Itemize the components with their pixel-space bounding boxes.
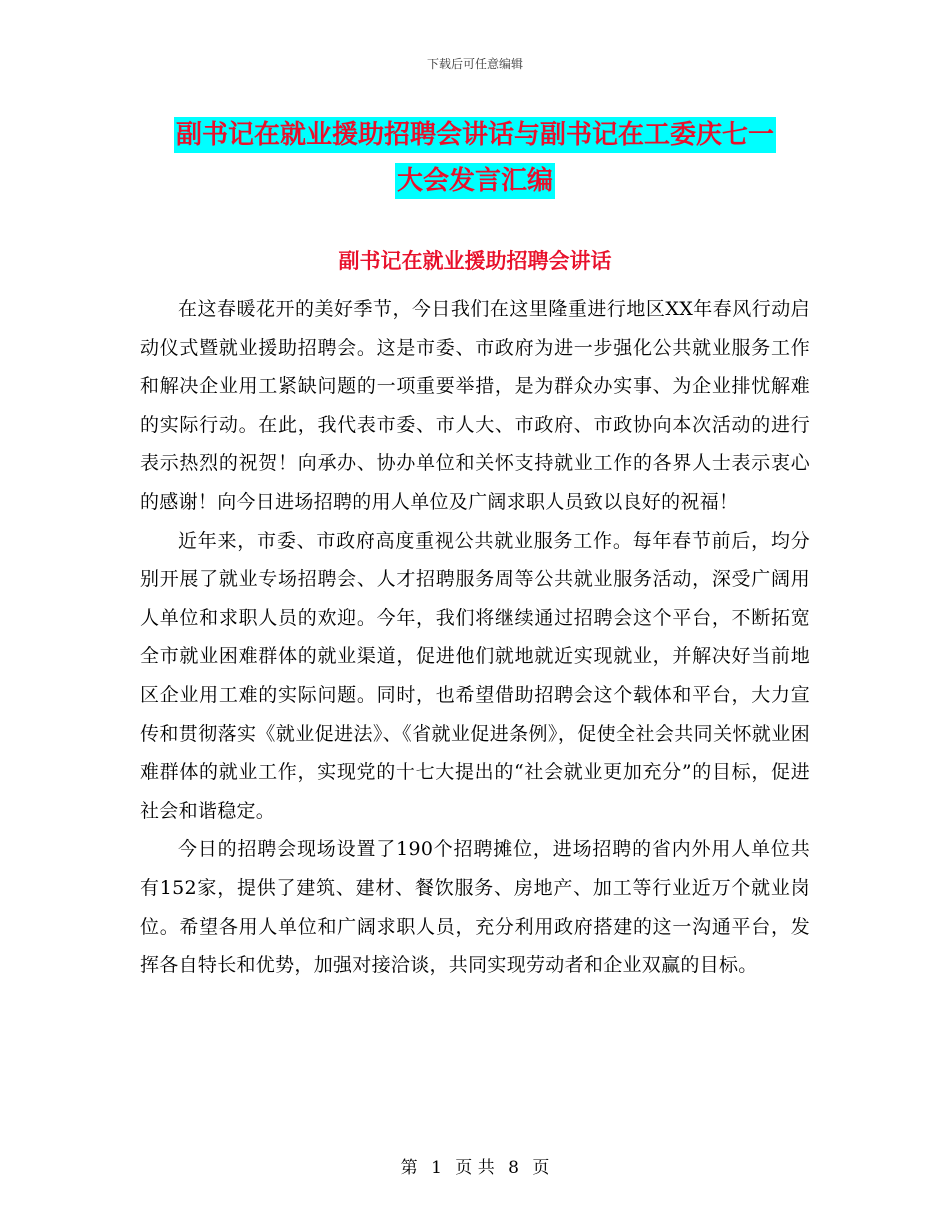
footer-suffix: 页 <box>532 1158 550 1178</box>
footer-prefix: 第 <box>400 1158 418 1178</box>
document-title <box>140 112 810 204</box>
body-text <box>140 290 810 985</box>
page-footer <box>0 1153 950 1178</box>
section-title: 副书记在就业援助招聘会讲话 <box>338 249 612 273</box>
footer-total-pages: 8 <box>508 1158 519 1178</box>
title-line-2: 大会发言汇编 <box>395 163 555 199</box>
title-line-1: 副书记在就业援助招聘会讲话与副书记在工委庆七一 <box>174 117 776 153</box>
footer-page-number: 1 <box>431 1158 442 1178</box>
header-note: 下载后可任意编辑 <box>426 57 523 71</box>
paragraph-1: 在这春暖花开的美好季节，今日我们在这里隆重进行地区XX年春风行动启动仪式暨就业援助招聘会。这是市委、市政府为进一步强化公共就业服务工作和解决企业用工紧缺问题的一项重要举措，是为群众办实事、为企业排忧解难的实际行动。在此，我代表市委、市人大、市政府、市政协向本次活动的进行表示热烈的祝贺！向承办、协办单位和关怀支持就业工作的各界人士表示衷心的感谢！向今日进场招聘的用人单位及广阔求职人员致以良好的祝福！ <box>140 298 810 513</box>
paragraph-3: 今日的招聘会现场设置了190个招聘摊位，进场招聘的省内外用人单位共有152家，提供了建筑、建材、餐饮服务、房地产、加工等行业近万个就业岗位。希望各用人单位和广阔求职人员，充分利用政府搭建的这一沟通平台，发挥各自特长和优势，加强对接洽谈，共同实现劳动者和企业双赢的目标。 <box>140 838 810 977</box>
footer-middle: 页 共 <box>455 1158 495 1178</box>
paragraph-2: 近年来，市委、市政府高度重视公共就业服务工作。每年春节前后，均分别开展了就业专场招聘会、人才招聘服务周等公共就业服务活动，深受广阔用人单位和求职人员的欢迎。今年，我们将继续通过招聘会这个平台，不断拓宽全市就业困难群体的就业渠道，促进他们就地就近实现就业，并解决好当前地区企业用工难的实际问题。同时，也希望借助招聘会这个载体和平台，大力宣传和贯彻落实《就业促进法》、《省就业促进条例》，促使全社会共同关怀就业困难群体的就业工作，实现党的十七大提出的“社会就业更加充分”的目标，促进社会和谐稳定。 <box>140 529 810 822</box>
